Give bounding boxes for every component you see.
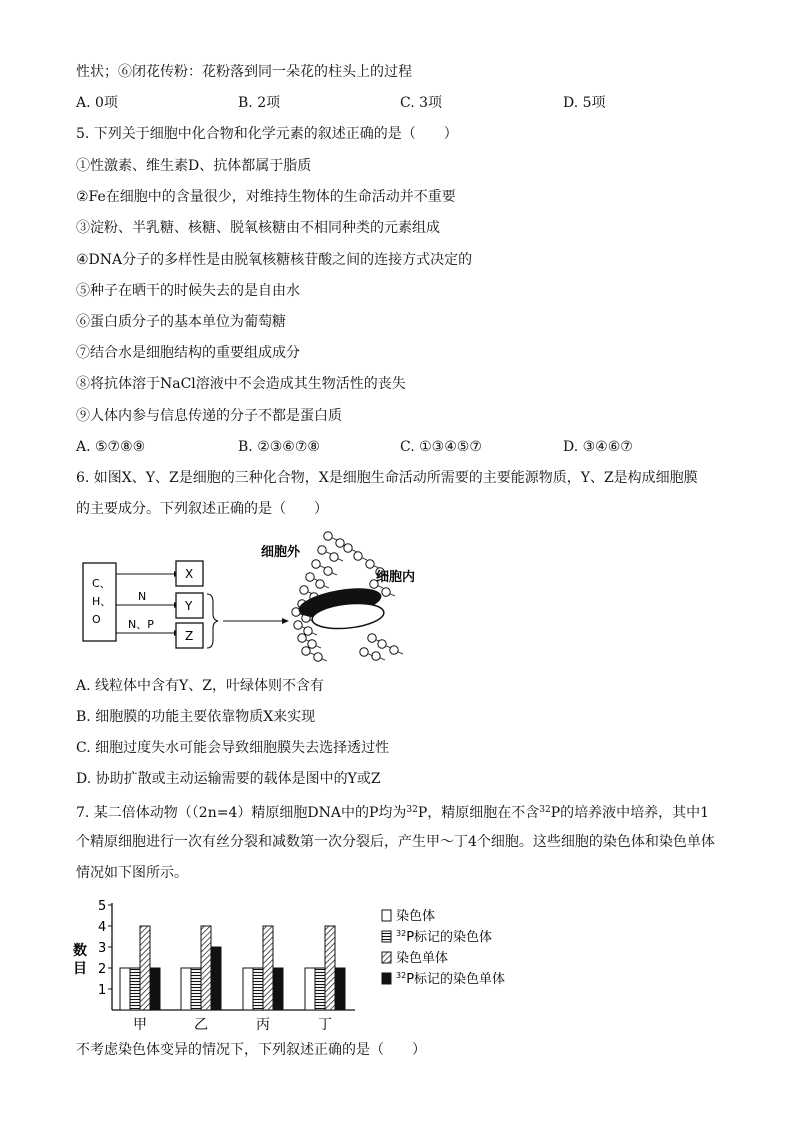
lipid-head-3 xyxy=(330,553,338,561)
bar-甲-4 xyxy=(150,968,160,1010)
q6-stem-line1: 6. 如图X、Y、Z是细胞的三种化合物，X是细胞生命活动所需要的主要能源物质，Y、Z是构成细胞膜 xyxy=(76,470,698,486)
bar-甲-3 xyxy=(140,926,150,1010)
element-o: O xyxy=(92,613,101,626)
q7-text-a: 7. 某二倍体动物（（2n=4）精原细胞DNA中的P均为 xyxy=(76,805,407,821)
lipid-head-20 xyxy=(354,552,362,560)
lipid-head-21 xyxy=(366,560,374,568)
lipid-head-26 xyxy=(378,640,386,648)
q7-after-chart: 不考虑染色体变异的情况下，下列叙述正确的是（ ） xyxy=(76,1042,426,1058)
legend-swatch-1 xyxy=(382,910,391,921)
x-tick-label-乙: 乙 xyxy=(194,1017,208,1032)
y-axis-label-char: 数 xyxy=(73,943,87,959)
lipid-head-8 xyxy=(300,586,308,594)
lipid-head-2 xyxy=(318,546,326,554)
bar-丁-2 xyxy=(315,968,325,1010)
y-tick-label-1: 1 xyxy=(98,983,107,998)
q5-item-2: ②Fe在细胞中的含量很少，对维持生物体的生命活动并不重要 xyxy=(76,189,456,205)
bar-丁-3 xyxy=(325,926,335,1010)
x-tick-label-丁: 丁 xyxy=(318,1017,332,1032)
q5-item-7: ⑦结合水是细胞结构的重要组成成分 xyxy=(76,345,300,361)
q5-option-c: C. ①③④⑤⑦ xyxy=(400,439,482,455)
q5-item-9: ⑨人体内参与信息传递的分子不都是蛋白质 xyxy=(76,408,342,424)
lipid-head-29 xyxy=(360,648,368,656)
legend-label-1: 染色体 xyxy=(396,909,436,924)
q4-option-b: B. 2项 xyxy=(238,95,281,111)
x-tick-label-丙: 丙 xyxy=(256,1017,270,1032)
lipid-head-6 xyxy=(306,573,314,581)
legend-label-3: 染色单体 xyxy=(396,951,449,966)
bar-丁-4 xyxy=(335,968,345,1010)
legend-label-4: $^{32}$P标记的染色单体 xyxy=(396,971,506,987)
y-tick-label-2: 2 xyxy=(98,962,107,977)
q4-tail: 性状；⑥闭花传粉：花粉落到同一朵花的柱头上的过程 xyxy=(76,64,412,80)
element-h: H、 xyxy=(92,595,112,608)
q5-item-3: ③淀粉、半乳糖、核糖、脱氧核糖由不相同种类的元素组成 xyxy=(76,220,440,236)
q5-option-b: B. ②③⑥⑦⑧ xyxy=(238,439,320,455)
lipid-head-13 xyxy=(294,621,302,629)
bar-乙-3 xyxy=(201,926,211,1010)
arrow-label-n: N xyxy=(138,590,147,603)
q5-stem: 5. 下列关于细胞中化合物和化学元素的叙述正确的是（ ） xyxy=(76,126,458,142)
legend-label-2: $^{32}$P标记的染色体 xyxy=(396,929,493,945)
q5-option-d: D. ③④⑥⑦ xyxy=(563,439,633,455)
lipid-head-16 xyxy=(308,640,316,648)
lipid-head-5 xyxy=(324,567,332,575)
lipid-head-19 xyxy=(344,544,352,552)
q5-item-8: ⑧将抗体溶于NaCl溶液中不会造成其生物活性的丧失 xyxy=(76,376,406,392)
q7-text-c: P的培养液中培养，其中1 xyxy=(550,805,710,821)
lipid-head-25 xyxy=(368,634,376,642)
lipid-head-1 xyxy=(336,539,344,547)
cell-membrane xyxy=(292,532,403,661)
q7-sup-1: 32 xyxy=(406,805,418,815)
legend-swatch-2 xyxy=(382,931,391,942)
brace xyxy=(207,594,218,648)
arrowhead-membrane xyxy=(282,618,289,624)
bar-甲-1 xyxy=(120,968,130,1010)
bar-乙-4 xyxy=(211,947,221,1010)
lipid-head-4 xyxy=(312,560,320,568)
bar-丙-4 xyxy=(273,968,283,1010)
q4-option-c: C. 3项 xyxy=(400,95,443,111)
box-z-label: Z xyxy=(185,629,194,643)
box-x-label: X xyxy=(185,567,194,581)
q6-option-a: A. 线粒体中含有Y、Z，叶绿体则不含有 xyxy=(76,678,324,694)
x-tick-label-甲: 甲 xyxy=(133,1017,147,1032)
lipid-head-24 xyxy=(382,588,390,596)
y-tick-label-3: 3 xyxy=(98,941,107,956)
legend-swatch-3 xyxy=(382,952,391,963)
q6-diagram xyxy=(76,530,436,666)
bar-丙-3 xyxy=(263,926,273,1010)
label-inside: 细胞内 xyxy=(376,570,416,585)
q7-text-b: P，精原细胞在不含 xyxy=(417,805,540,821)
q4-option-a: A. 0项 xyxy=(76,95,118,111)
label-outside: 细胞外 xyxy=(261,545,301,560)
q6-option-c: C. 细胞过度失水可能会导致细胞膜失去选择透过性 xyxy=(76,740,390,756)
lipid-head-7 xyxy=(316,580,324,588)
lipid-head-27 xyxy=(390,646,398,654)
lipid-head-15 xyxy=(298,634,306,642)
q7-stem-line2: 个精原细胞进行一次有丝分裂和减数第一次分裂后，产生甲～丁4个细胞。这些细胞的染色体和染色单体 xyxy=(76,834,715,850)
legend-swatch-4 xyxy=(382,973,391,984)
bar-甲-2 xyxy=(130,968,140,1010)
element-c: C、 xyxy=(92,577,111,590)
bar-乙-1 xyxy=(181,968,191,1010)
q4-option-d: D. 5项 xyxy=(563,95,606,111)
q7-bar-chart xyxy=(70,896,530,1032)
bar-乙-2 xyxy=(191,968,201,1010)
bar-丁-1 xyxy=(305,968,315,1010)
lipid-head-14 xyxy=(304,627,312,635)
arrow-label-np: N、P xyxy=(128,618,154,631)
q7-sup-2: 32 xyxy=(539,805,551,815)
q7-stem-line3: 情况如下图所示。 xyxy=(76,865,188,881)
y-tick-label-5: 5 xyxy=(98,899,107,914)
q6-option-b: B. 细胞膜的功能主要依靠物质X来实现 xyxy=(76,709,316,725)
lipid-head-0 xyxy=(324,532,332,540)
box-y-label: Y xyxy=(185,599,193,613)
q5-item-1: ①性激素、维生素D、抗体都属于脂质 xyxy=(76,158,312,174)
q6-option-d: D. 协助扩散或主动运输需要的载体是图中的Y或Z xyxy=(76,771,381,787)
bar-丙-1 xyxy=(243,968,253,1010)
q7-stem-line1 xyxy=(76,800,709,823)
y-axis-label xyxy=(73,942,87,977)
q5-item-5: ⑤种子在晒干的时候失去的是自由水 xyxy=(76,283,300,299)
y-tick-label-4: 4 xyxy=(98,920,107,935)
bar-丙-2 xyxy=(253,968,263,1010)
lipid-head-17 xyxy=(302,647,310,655)
lipid-head-18 xyxy=(314,653,322,661)
q5-item-4: ④DNA分子的多样性是由脱氧核糖核苷酸之间的连接方式决定的 xyxy=(76,252,473,268)
q6-stem-line2: 的主要成分。下列叙述正确的是（ ） xyxy=(76,501,328,517)
q5-option-a: A. ⑤⑦⑧⑨ xyxy=(76,439,146,455)
y-axis-label-char: 目 xyxy=(73,961,87,977)
q5-item-6: ⑥蛋白质分子的基本单位为葡萄糖 xyxy=(76,314,286,330)
lipid-head-28 xyxy=(372,652,380,660)
